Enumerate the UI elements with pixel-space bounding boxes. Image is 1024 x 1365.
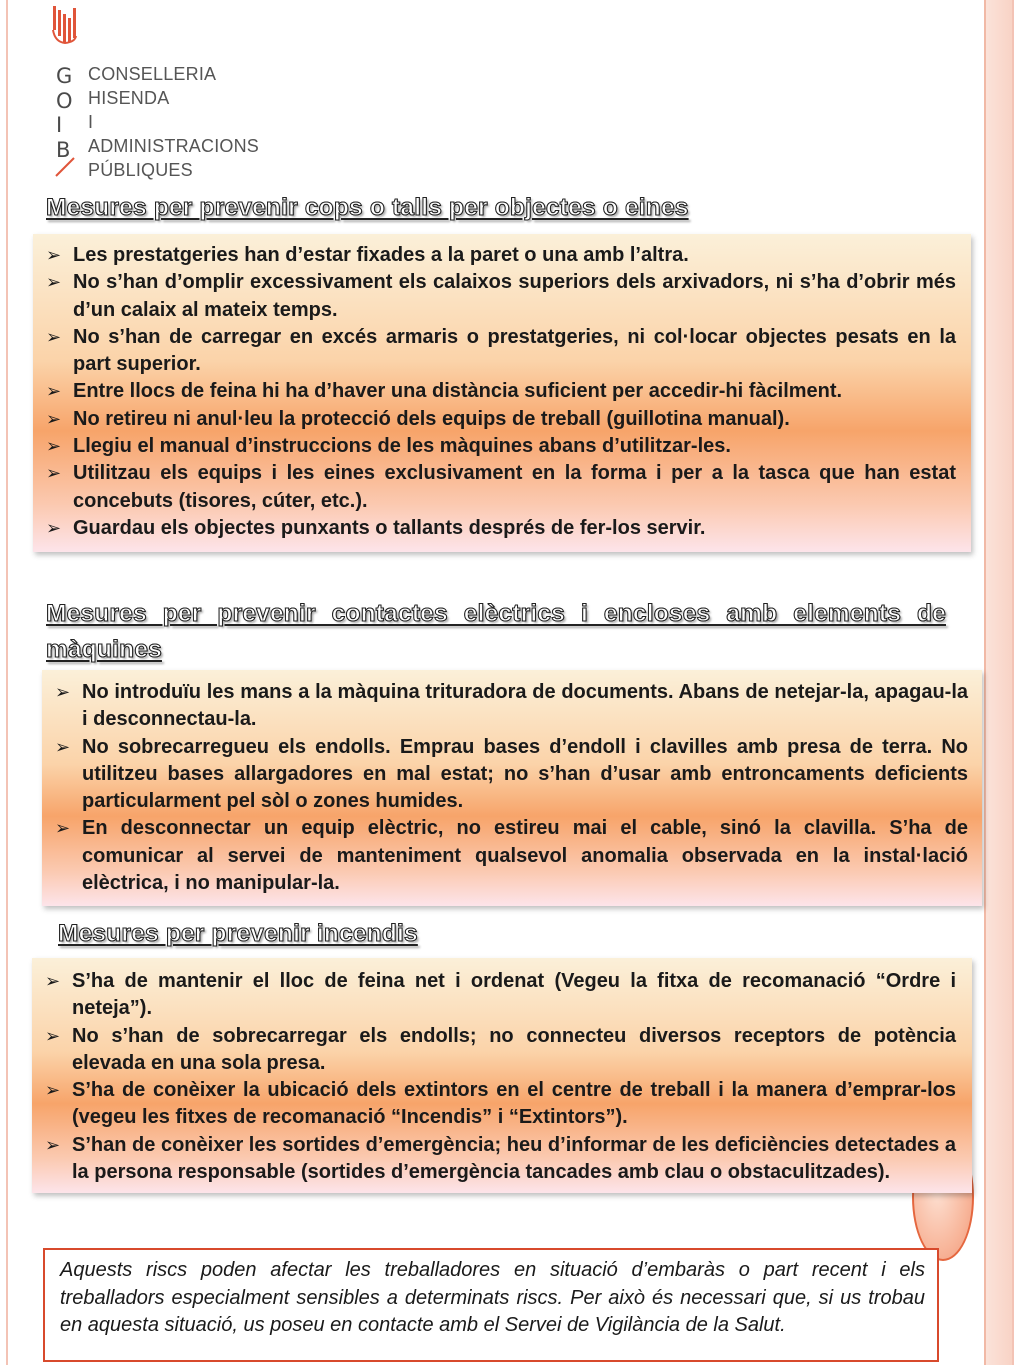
list-item bbox=[34, 269, 956, 324]
list-item-text: Guardau els objectes punxants o tallants després de fer-los servir. bbox=[73, 516, 706, 539]
logo-text-line: PÚBLIQUES bbox=[88, 160, 193, 180]
list-item-text: Les prestatgeries han d’estar fixades a la paret o una amb l’altra. bbox=[73, 244, 689, 266]
arrow-bullet-icon: ➢ bbox=[46, 436, 62, 457]
arrow-bullet-icon: ➢ bbox=[45, 1080, 61, 1101]
logo-letter: B bbox=[56, 137, 71, 162]
arrow-bullet-icon: ➢ bbox=[55, 682, 71, 702]
list-cuts bbox=[34, 242, 956, 542]
arrow-bullet-icon: ➢ bbox=[46, 463, 62, 484]
arrow-bullet-icon: ➢ bbox=[46, 381, 62, 402]
arrow-bullet-icon: ➢ bbox=[55, 818, 71, 839]
logo-letters bbox=[56, 64, 78, 162]
arrow-bullet-icon: ➢ bbox=[55, 736, 71, 757]
section-title-cuts: Mesures per prevenir cops o talls per objectes o eines bbox=[46, 194, 689, 221]
arrow-bullet-icon: ➢ bbox=[46, 272, 62, 293]
section-title-electrical: Mesures per prevenir contactes elèctrics i encloses amb elements de màquines bbox=[46, 600, 946, 663]
list-item-text: S’ha de conèixer la ubicació dels extintors en el centre de treball i la manera d’emprar-los (vegeu les fitxes de recomanació “Incendis” i “Extintors”). bbox=[72, 1079, 956, 1129]
list-item-text: No s’han de carregar en excés armaris o prestatgeries, ni col·locar objectes pesats en la part superior. bbox=[73, 325, 956, 376]
list-item bbox=[43, 734, 968, 816]
list-item-text: En desconnectar un equip elèctric, no estireu mai el cable, sinó la clavilla. S’ha de comunicar al servei de manteniment qualsevol anomalia observada en la instal·lació elèctrica, i no manipular-la. bbox=[82, 817, 968, 895]
list-item bbox=[33, 1132, 956, 1187]
list-electrical bbox=[43, 679, 968, 897]
list-item bbox=[34, 242, 956, 269]
list-item-text: No s’han de sobrecarregar els endolls; no connecteu diversos receptors de potència elevada en una sola presa. bbox=[72, 1024, 956, 1074]
list-item bbox=[43, 815, 968, 897]
list-item-text: S’ha de mantenir el lloc de feina net i ordenat (Vegeu la fitxa de recomanació “Ordre i neteja”). bbox=[72, 970, 956, 1020]
right-decorative-strip bbox=[985, 0, 1014, 1365]
list-item bbox=[33, 1077, 956, 1132]
arrow-bullet-icon: ➢ bbox=[46, 326, 62, 347]
arrow-bullet-icon: ➢ bbox=[45, 1025, 61, 1046]
arrow-bullet-icon: ➢ bbox=[46, 245, 62, 265]
arrow-bullet-icon: ➢ bbox=[46, 408, 62, 429]
list-item-text: Entre llocs de feina hi ha d’haver una distància suficient per accedir-hi fàcilment. bbox=[73, 380, 843, 403]
list-item-text: No s’han d’omplir excessivament els calaixos superiors dels arxivadors, ni s’ha d’obrir més d’un calaix al mateix temps. bbox=[73, 271, 956, 321]
logo-department-name bbox=[88, 62, 259, 182]
list-item bbox=[34, 515, 956, 542]
list-item-text: Utilitzau els equips i les eines exclusivament en la forma i per a la tasca que han estat concebuts (tisores, cúter, etc.). bbox=[73, 462, 956, 512]
logo-letter: G bbox=[56, 64, 73, 88]
list-item bbox=[34, 406, 956, 433]
list-item-text: S’han de conèixer les sortides d’emergència; heu d’informar de les deficiències detectades a la persona responsable (sortides d’emergència tancades amb clau o obstaculitzades). bbox=[72, 1133, 956, 1184]
logo-text-line: CONSELLERIA bbox=[88, 64, 217, 84]
arrow-bullet-icon: ➢ bbox=[45, 971, 61, 991]
list-item bbox=[33, 1023, 956, 1078]
logo-text-line: I ADMINISTRACIONS bbox=[88, 112, 260, 156]
logo-slash-icon bbox=[54, 156, 76, 178]
logo-letter: I bbox=[56, 113, 63, 137]
list-item bbox=[34, 324, 956, 379]
sensitive-workers-note: Aquests riscs poden afectar les treballadores en situació d’embaràs o part recent i els treballadors especialment sensibles a determinats riscs. Per això és necessari que, si us trobau en aquesta situació, us poseu en contacte amb el Servei de Vigilància de la Salut. bbox=[43, 1248, 939, 1362]
list-fire bbox=[33, 968, 956, 1186]
logo-letter: O bbox=[56, 88, 73, 113]
arrow-bullet-icon: ➢ bbox=[45, 1134, 61, 1155]
list-item bbox=[34, 460, 956, 515]
arrow-bullet-icon: ➢ bbox=[46, 517, 62, 538]
section-title-fire: Mesures per prevenir incendis bbox=[58, 920, 418, 947]
logo-text-line: HISENDA bbox=[88, 88, 170, 108]
list-item-text: Llegiu el manual d’instruccions de les màquines abans d’utilitzar-les. bbox=[73, 435, 731, 458]
list-item bbox=[34, 378, 956, 405]
list-item-text: No introduïu les mans a la màquina trituradora de documents. Abans de netejar-la, apagau-la i desconnectau-la. bbox=[82, 681, 968, 731]
coat-of-arms-icon bbox=[52, 6, 80, 44]
list-item bbox=[33, 968, 956, 1023]
right-strip-border bbox=[984, 0, 986, 1365]
list-item bbox=[34, 433, 956, 460]
list-item bbox=[43, 679, 968, 734]
list-item-text: No sobrecarregueu els endolls. Emprau bases d’endoll i clavilles amb presa de terra. No utilitzeu bases allargadores en mal estat; no s’han d’usar amb entroncaments deficients particularment pel sòl o zones humides. bbox=[82, 735, 968, 813]
list-item-text: No retireu ni anul·leu la protecció dels equips de treball (guillotina manual). bbox=[73, 407, 790, 430]
